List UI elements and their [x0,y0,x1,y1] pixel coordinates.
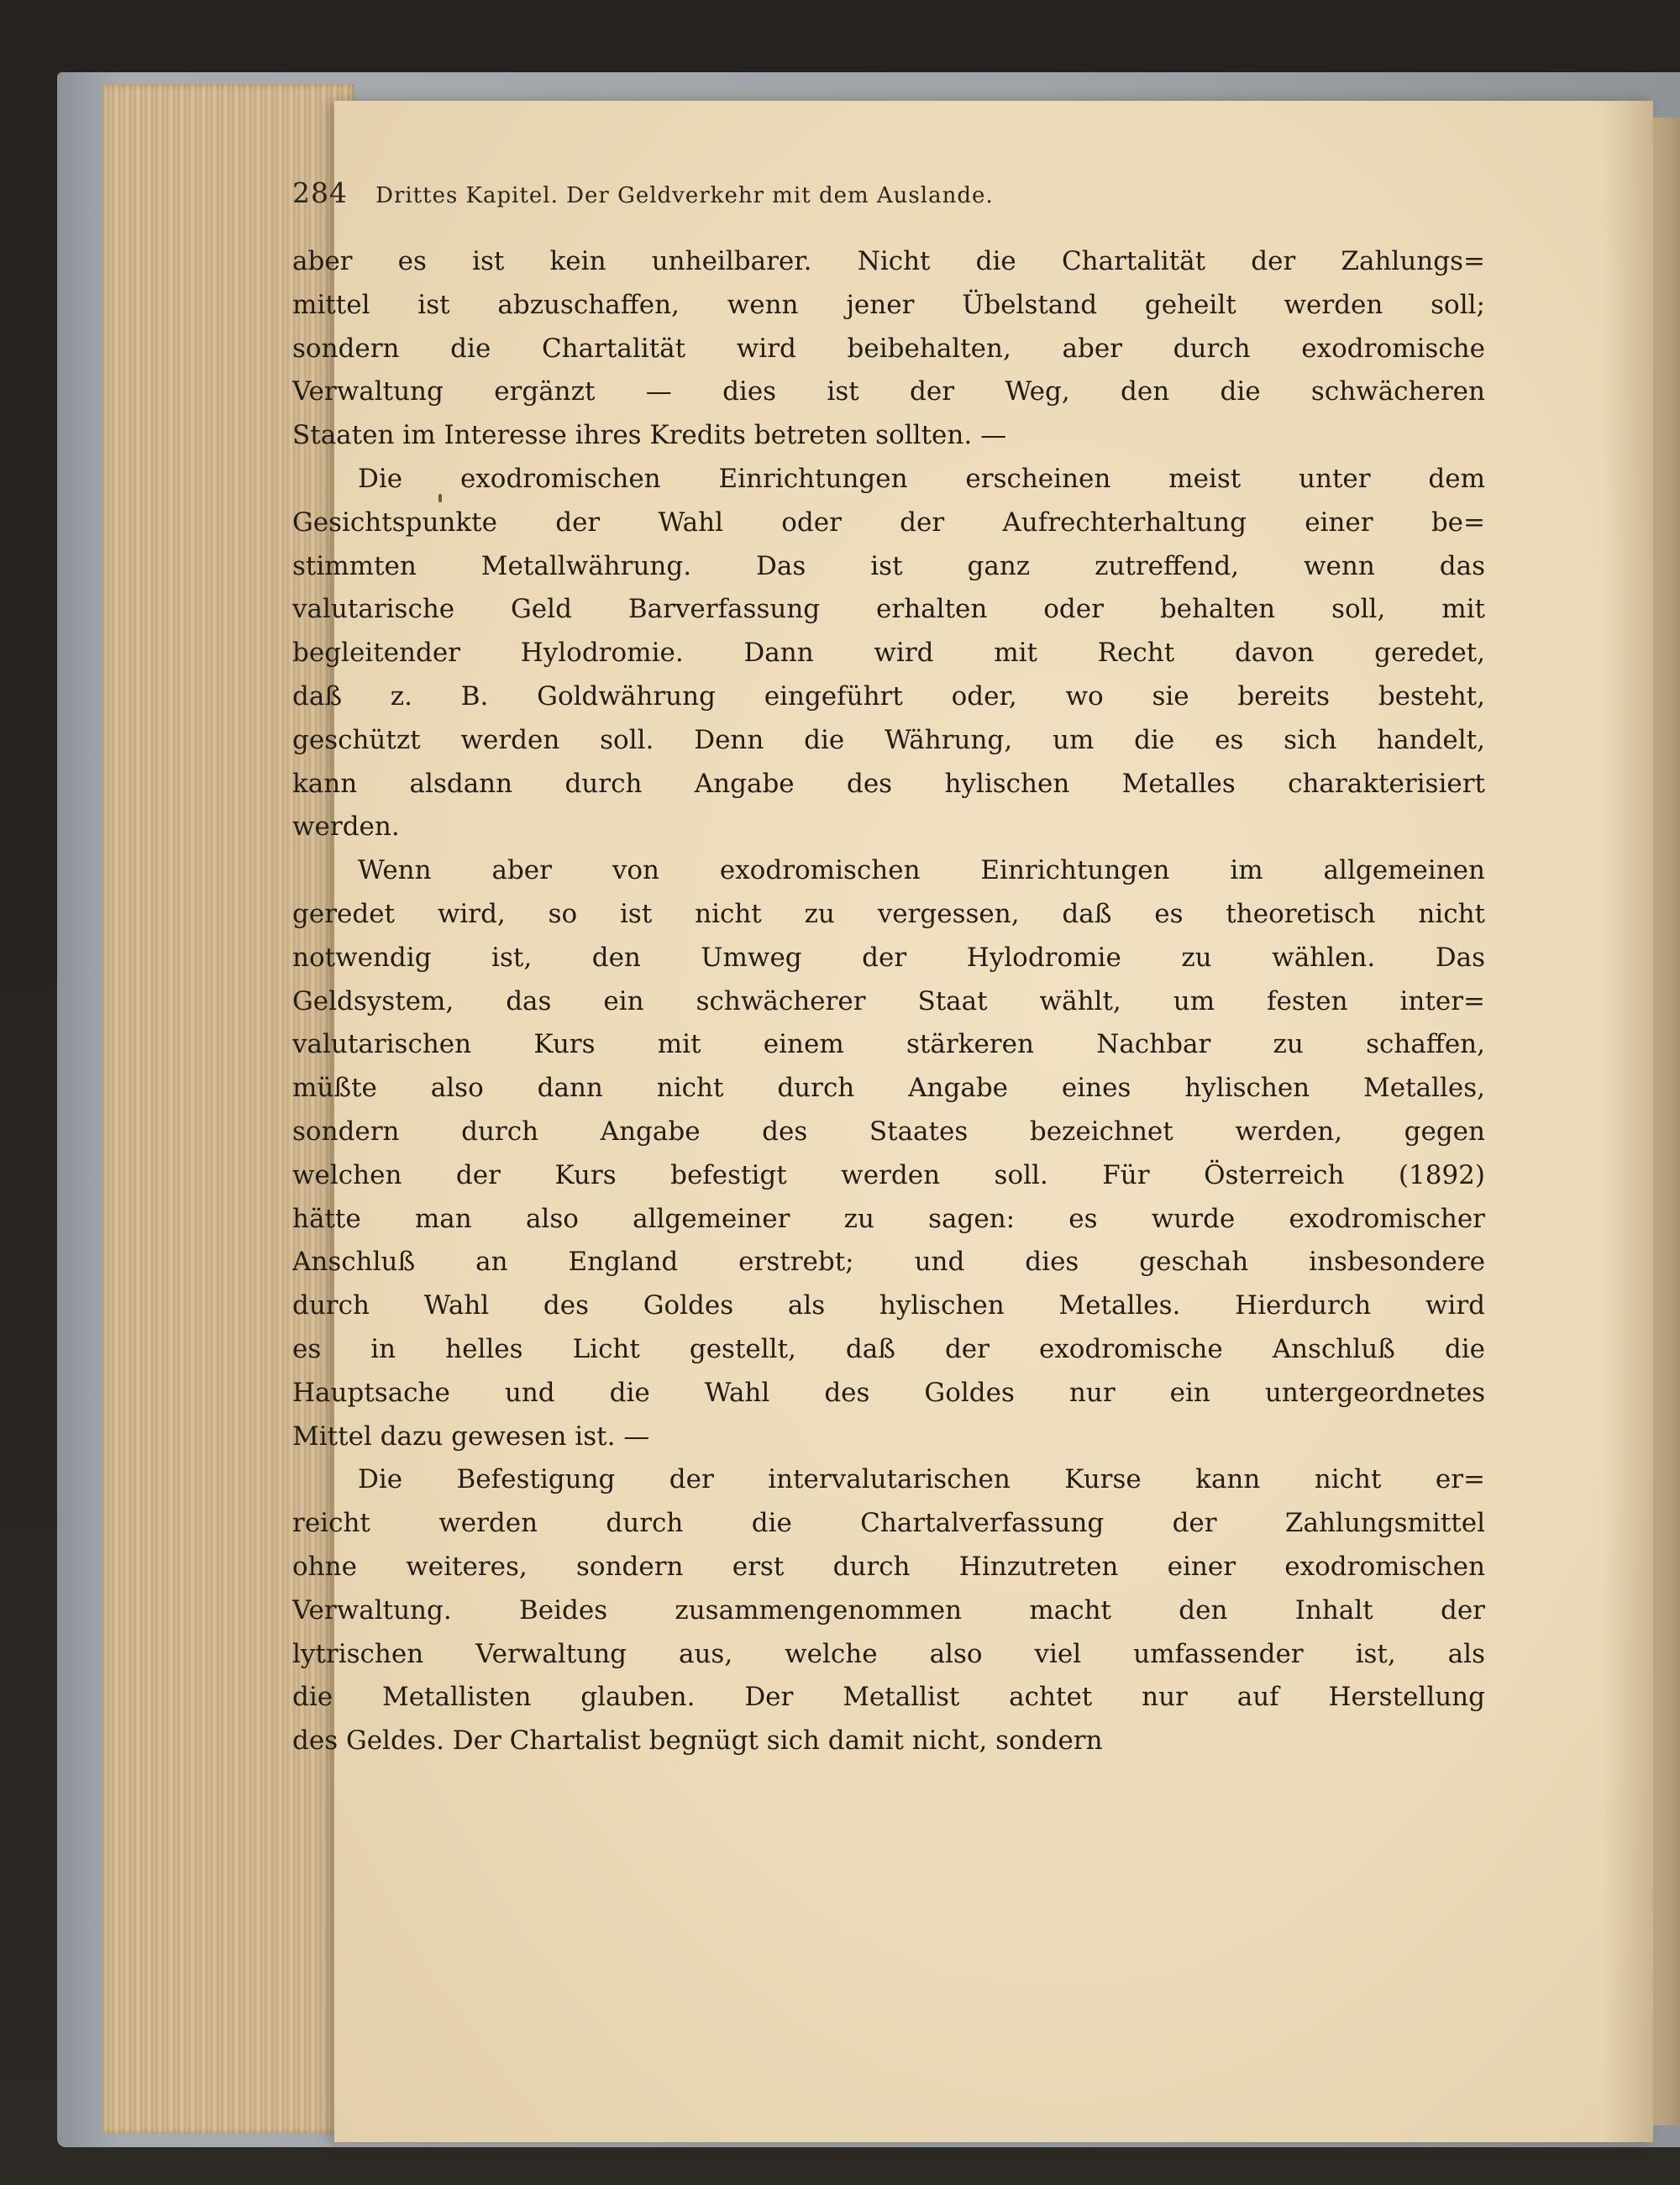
page-number: 284 [292,176,348,209]
paragraph [292,849,1485,1458]
text-line: kann alsdann durch Angabe des hylischen Metalles charakterisiert [292,768,1485,799]
text-line: Wenn aber von exodromischen Einrichtungen im allgemeinen [358,855,1485,886]
text-line: ohne weiteres, sondern erst durch Hinzutreten einer exodromischen [292,1551,1485,1582]
page-header [292,176,1368,209]
paragraph [292,240,1485,458]
paragraph [292,1458,1485,1763]
text-line: werden. [292,811,400,843]
text-line: Die exodromischen Einrichtungen erscheinen meist unter dem [358,463,1485,494]
text-line: welchen der Kurs befestigt werden soll. Für Österreich (1892) [292,1159,1485,1190]
text-line: müßte also dann nicht durch Angabe eines hylischen Metalles, [292,1073,1485,1104]
text-line: Gesichtspunkte der Wahl oder der Aufrechterhaltung einer be= [292,507,1485,538]
paragraph [292,458,1485,849]
text-line: stimmten Metallwährung. Das ist ganz zutreffend, wenn das [292,550,1485,581]
text-line: sondern durch Angabe des Staates bezeichnet werden, gegen [292,1116,1485,1147]
text-line: Mittel dazu gewesen ist. — [292,1421,650,1452]
text-line: Die Befestigung der intervalutarischen Kurse kann nicht er= [358,1464,1485,1495]
text-line: des Geldes. Der Chartalist begnügt sich damit nicht, sondern [292,1725,1103,1757]
gutter-edge [1653,118,1680,2125]
text-line: daß z. B. Goldwährung eingeführt oder, wo sie bereits besteht, [292,680,1485,712]
text-line: geschützt werden soll. Denn die Währung, um die es sich handelt, [292,724,1485,755]
text-line: die Metallisten glauben. Der Metallist achtet nur auf Herstellung [292,1682,1485,1713]
text-line: Verwaltung. Beides zusammengenommen macht den Inhalt der [292,1594,1485,1626]
body-text [292,240,1485,1763]
text-line: valutarische Geld Barverfassung erhalten oder behalten soll, mit [292,594,1485,625]
text-line: Anschluß an England erstrebt; und dies geschah insbesondere [292,1247,1485,1278]
gutter-shadow [1603,101,1653,2142]
text-line: mittel ist abzuschaffen, wenn jener Übelstand geheilt werden soll; [292,289,1485,320]
text-line: Verwaltung ergänzt — dies ist der Weg, den die schwächeren [292,376,1485,407]
text-line: Geldsystem, das ein schwächerer Staat wählt, um festen inter= [292,985,1485,1016]
running-head: Drittes Kapitel. Der Geldverkehr mit dem Auslande. [375,183,994,208]
text-line: aber es ist kein unheilbarer. Nicht die Chartalität der Zahlungs= [292,246,1485,276]
text-line: hätte man also allgemeiner zu sagen: es wurde exodromischer [292,1203,1485,1234]
text-line: durch Wahl des Goldes als hylischen Metalles. Hierdurch wird [292,1290,1485,1321]
text-line: begleitender Hylodromie. Dann wird mit Recht davon geredet, [292,638,1485,669]
text-line: Staaten im Interesse ihres Kredits betreten sollten. — [292,420,1007,451]
text-line: reicht werden durch die Chartalverfassung der Zahlungsmittel [292,1508,1485,1539]
text-line: geredet wird, so ist nicht zu vergessen, daß es theoretisch nicht [292,898,1485,929]
text-line: valutarischen Kurs mit einem stärkeren Nachbar zu schaffen, [292,1029,1485,1060]
text-line: lytrischen Verwaltung aus, welche also viel umfassender ist, als [292,1638,1485,1669]
text-line: notwendig ist, den Umweg der Hylodromie zu wählen. Das [292,942,1485,973]
text-line: Hauptsache und die Wahl des Goldes nur ein untergeordnetes [292,1377,1485,1408]
text-line: sondern die Chartalität wird beibehalten, aber durch exodromische [292,333,1485,364]
text-line: es in helles Licht gestellt, daß der exodromische Anschluß die [292,1333,1485,1364]
